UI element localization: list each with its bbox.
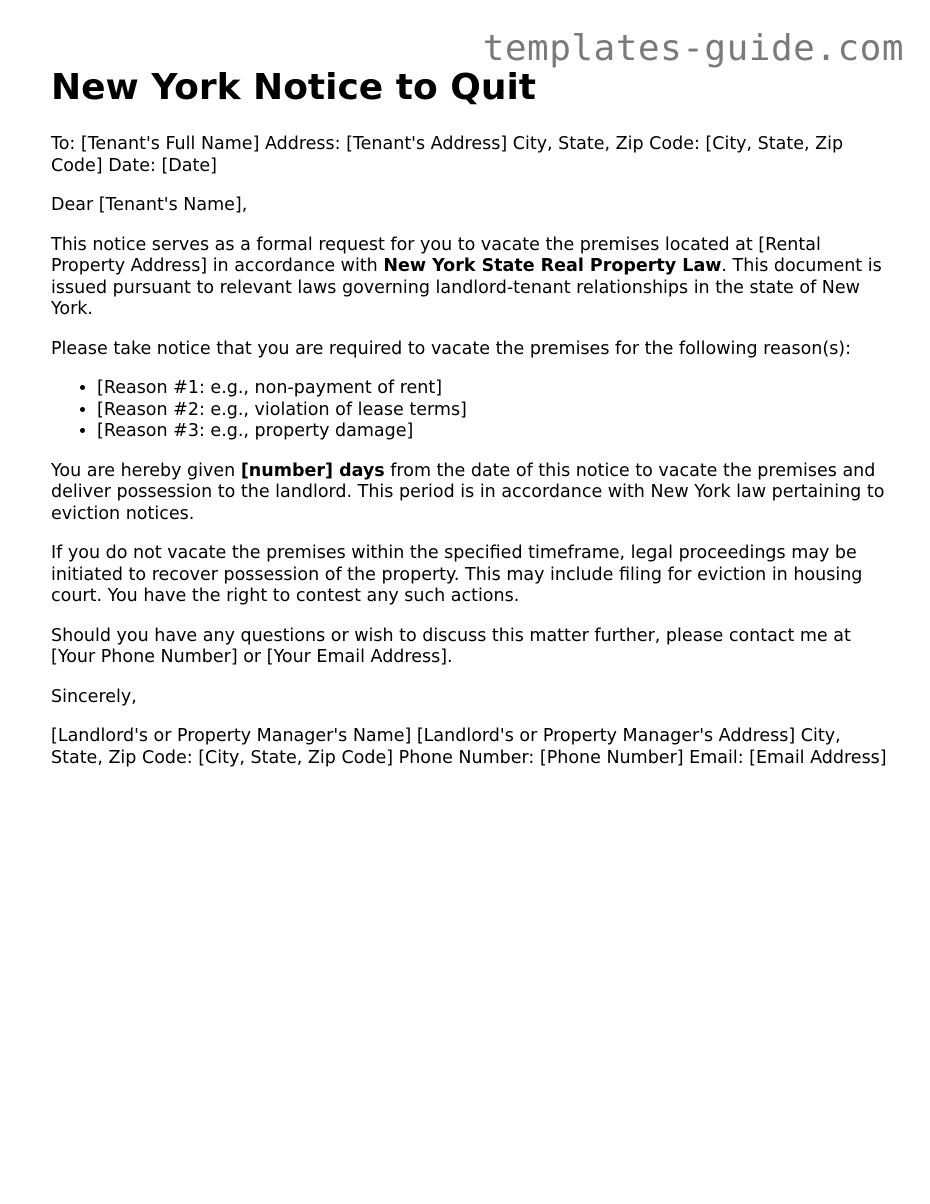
- watermark: templates-guide.com: [482, 28, 904, 69]
- intro-paragraph: [51, 235, 891, 321]
- deadline-text-before: You are hereby given: [51, 460, 241, 481]
- signature-block: [Landlord's or Property Manager's Name] [Landlord's or Property Manager's Address] City, State, Zip Code: [City, State, Zip Code] Phone Number: [Phone Number] Email: [Email Address]: [51, 726, 887, 768]
- recipient-block: To: [Tenant's Full Name] Address: [Tenant's Address] City, State, Zip Code: [City, State, Zip Code] Date: [Date]: [51, 134, 844, 176]
- deadline-days: [number] days: [240, 460, 385, 481]
- consequences-paragraph: If you do not vacate the premises within the specified timeframe, legal proceedings may be initiated to recover possession of the property. This may include filing for eviction in housing court. You have the right to contest any such actions.: [51, 543, 863, 606]
- intro-text-after: . This document is issued pursuant to relevant laws governing landlord-tenant relationships in the state of New York.: [51, 256, 882, 319]
- salutation: Dear [Tenant's Name],: [51, 195, 248, 215]
- deadline-paragraph: [51, 461, 891, 526]
- document-title: New York Notice to Quit: [51, 67, 537, 108]
- reasons-intro: Please take notice that you are required to vacate the premises for the following reason(s):: [51, 338, 852, 359]
- closing: Sincerely,: [51, 686, 137, 707]
- deadline-text-after: from the date of this notice to vacate the premises and deliver possession to the landlord. This period is in accordance with New York law pertaining to eviction notices.: [51, 460, 885, 524]
- reasons-list: [51, 378, 891, 443]
- list-item: • [Reason #1: e.g., non-payment of rent]: [97, 378, 891, 400]
- intro-law-name: New York State Real Property Law: [383, 256, 722, 276]
- contact-paragraph: Should you have any questions or wish to discuss this matter further, please contact me at [Your Phone Number] or [Your Email Address].: [51, 625, 851, 667]
- intro-text-before: This notice serves as a formal request for you to vacate the premises located at [Rental Property Address] in accordance with: [51, 234, 821, 276]
- document-page: [51, 64, 891, 787]
- list-item: • [Reason #2: e.g., violation of lease terms]: [97, 400, 891, 422]
- list-item: • [Reason #3: e.g., property damage]: [97, 421, 891, 443]
